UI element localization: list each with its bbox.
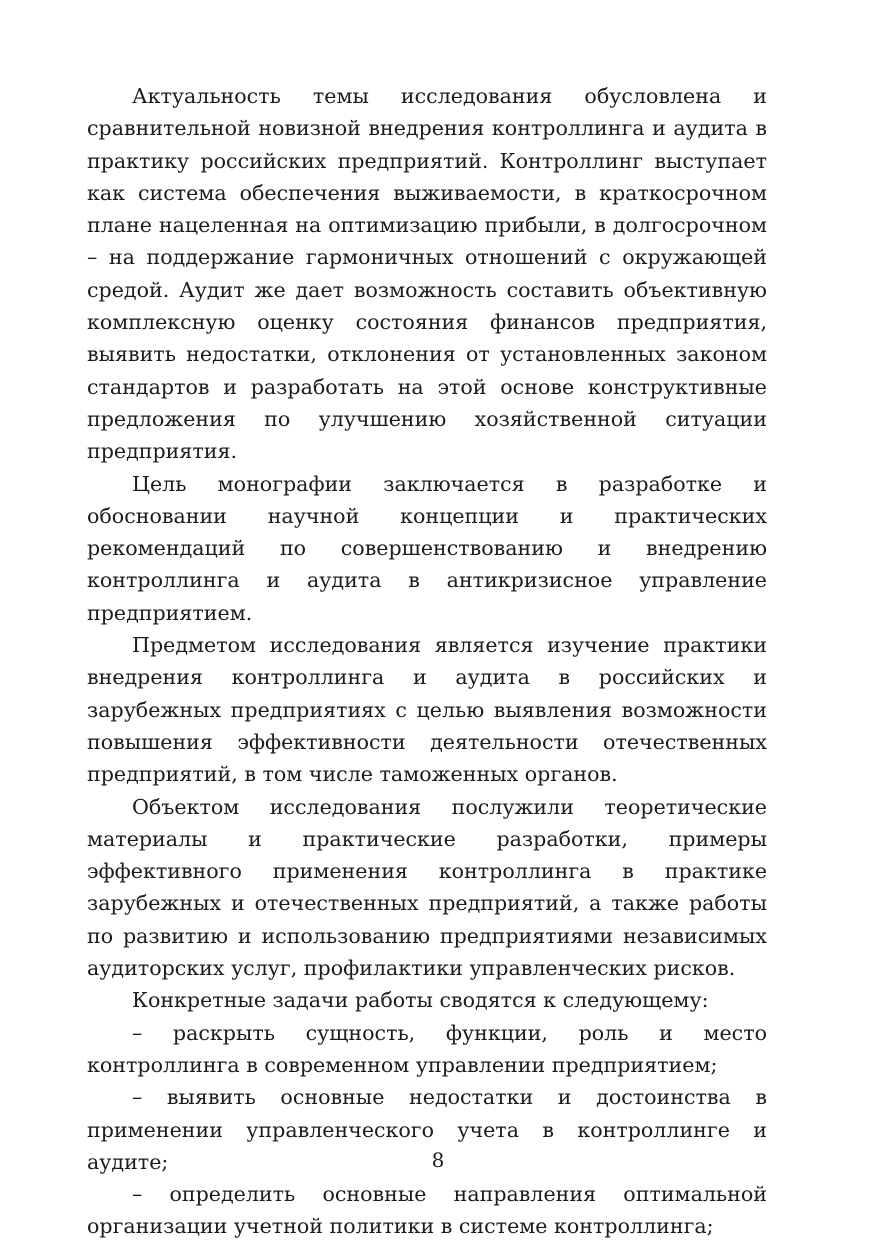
paragraph-tasks-intro: Конкретные задачи работы сводятся к следующему: bbox=[132, 988, 709, 1013]
paragraph-subject: Предметом исследования является изучение практики внедрения контроллинга и аудита в российских и зарубежных предприятиях с целью выявления возможности повышения эффективности деятельности отечественных предприятий, в том числе таможенных органов. bbox=[87, 633, 767, 787]
list-item-task-2: – выявить основные недостатки и достоинства в применении управленческого учета в контроллинге и аудите; bbox=[87, 1085, 767, 1174]
list-item-task-1: – раскрыть сущность, функции, роль и место контроллинга в современном управлении предприятием; bbox=[87, 1020, 767, 1077]
paragraph-relevance: Актуальность темы исследования обусловлена и сравнительной новизной внедрения контроллинга и аудита в практику российских предприятий. Контроллинг выступает как система обеспечения выживаемости, в краткосрочном плане нацеленная на оптимизацию прибыли, в долгосрочном – на поддержание гармоничных отношений с окружающей средой. Аудит же дает возможность составить объективную комплексную оценку состояния финансов предприятия, выявить недостатки, отклонения от установленных законом стандартов и разработать на этой основе конструктивные предложения по улучшению хозяйственной ситуации предприятия. bbox=[87, 84, 767, 464]
page-number: 8 bbox=[431, 1148, 445, 1172]
page-body bbox=[87, 80, 767, 1243]
list-item-task-3: – определить основные направления оптимальной организации учетной политики в системе контроллинга; bbox=[87, 1182, 767, 1239]
paragraph-goal: Цель монографии заключается в разработке и обосновании научной концепции и практических рекомендаций по совершенствованию и внедрению контроллинга и аудита в антикризисное управление предприятием. bbox=[87, 471, 767, 625]
paragraph-object: Объектом исследования послужили теоретические материалы и практические разработки, примеры эффективного применения контроллинга в практике зарубежных и отечественных предприятий, а также работы по развитию и использованию предприятиями независимых аудиторских услуг, профилактики управленческих рисков. bbox=[87, 794, 767, 981]
